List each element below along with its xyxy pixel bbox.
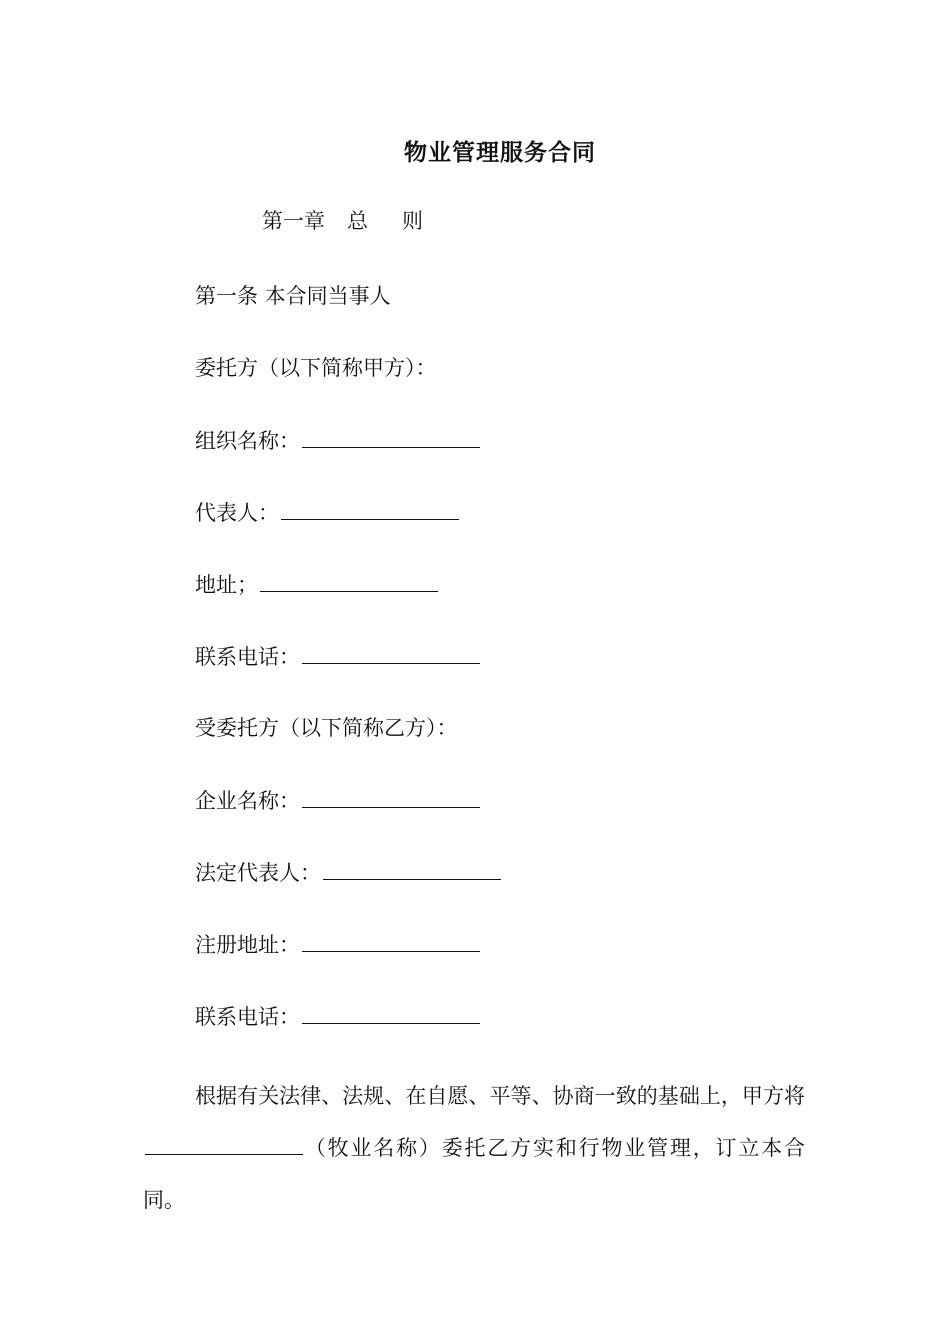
party-a-address-row: [195, 569, 438, 600]
party-a-address-blank[interactable]: [260, 569, 438, 592]
party-b-phone-blank[interactable]: [302, 1001, 480, 1024]
party-a-org-name-label: 组织名称：: [195, 429, 300, 453]
party-b-heading: 受委托方（以下简称乙方）：: [195, 716, 458, 740]
closing-paragraph: [143, 1070, 805, 1226]
party-b-company-name-label: 企业名称：: [195, 789, 300, 813]
property-name-blank[interactable]: [145, 1134, 303, 1155]
party-b-phone-label: 联系电话：: [195, 1005, 300, 1029]
contract-title: 物业管理服务合同: [404, 139, 596, 166]
chapter-number: 第一章: [262, 209, 325, 233]
party-a-address-label: 地址；: [195, 573, 258, 597]
party-b-reg-address-label: 注册地址：: [195, 933, 300, 957]
party-b-company-name-blank[interactable]: [302, 785, 480, 808]
party-b-reg-address-blank[interactable]: [302, 929, 480, 952]
party-a-heading: 委托方（以下简称甲方）：: [195, 356, 437, 380]
party-a-org-name-blank[interactable]: [302, 425, 480, 448]
party-a-representative-blank[interactable]: [281, 497, 459, 520]
party-a-representative-row: [195, 497, 459, 528]
party-b-company-name-row: [195, 785, 480, 816]
party-b-reg-address-row: [195, 929, 480, 960]
chapter-heading: [262, 206, 423, 236]
party-a-org-name-row: [195, 425, 480, 456]
party-a-phone-label: 联系电话：: [195, 645, 300, 669]
article-heading: 第一条 本合同当事人: [195, 284, 391, 308]
chapter-name-1: 总: [347, 209, 368, 233]
party-b-phone-row: [195, 1001, 480, 1032]
party-a-representative-label: 代表人：: [195, 501, 279, 525]
closing-text-part1: 根据有关法律、法规、在自愿、平等、协商一致的基础上，甲方将: [195, 1084, 805, 1108]
party-b-legal-rep-row: [195, 857, 501, 888]
chapter-name-2: 则: [402, 209, 423, 233]
closing-text-part2: （牧业名称）委托乙方实和行物业管理，订立本合同。: [143, 1136, 805, 1212]
party-b-legal-rep-blank[interactable]: [323, 857, 501, 880]
party-b-legal-rep-label: 法定代表人：: [195, 861, 321, 885]
party-a-phone-blank[interactable]: [302, 641, 480, 664]
party-a-phone-row: [195, 641, 480, 672]
